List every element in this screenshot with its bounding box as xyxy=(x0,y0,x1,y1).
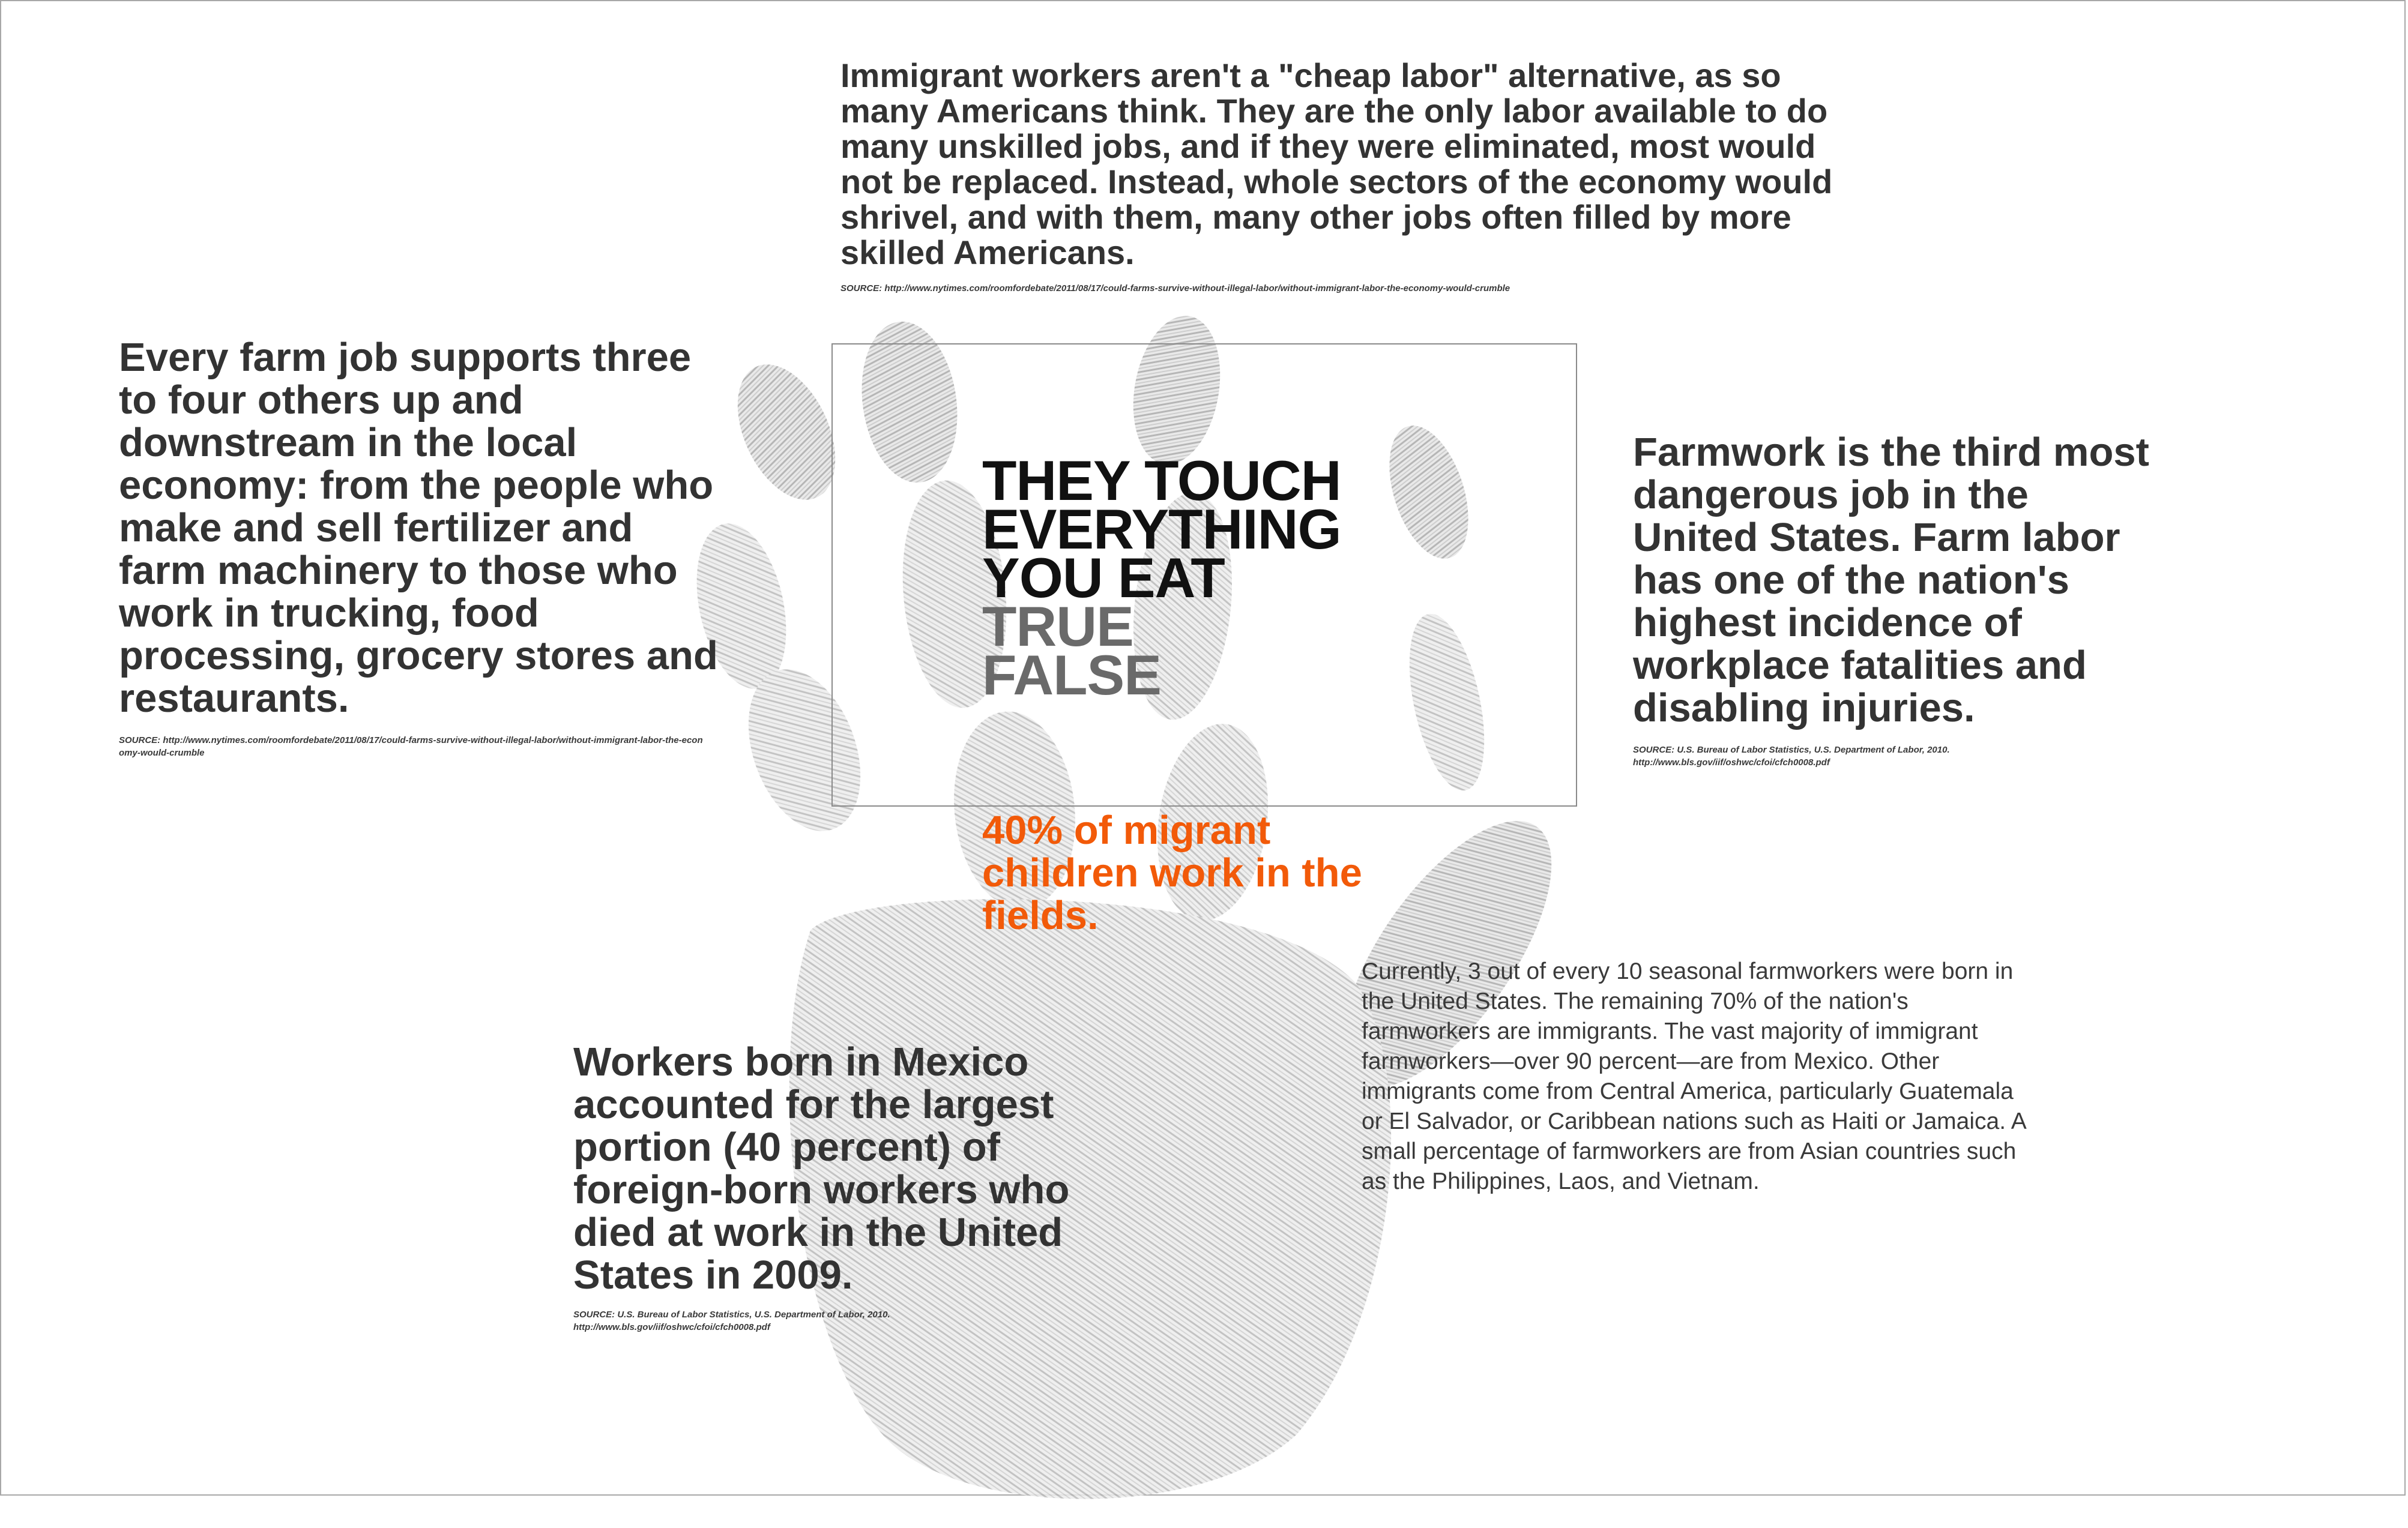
mexico-source-line-1: SOURCE: U.S. Bureau of Labor Statistics, U.S. Department of Labor, 2010. xyxy=(573,1310,890,1320)
farm-job-block xyxy=(119,336,719,759)
headline-false-option: FALSE xyxy=(982,643,1161,706)
mexico-workers-block xyxy=(573,1041,1114,1334)
top-quote-text: Immigrant workers aren't a "cheap labor" alternative, as so many Americans think. They are the only labor available to do many unskilled jobs, and if they were eliminated, most would not be replaced. Instead, whole sectors of the economy would shrivel, and with them, many other jobs often filled by more skilled Americans. xyxy=(840,56,1833,271)
farm-job-source: SOURCE: http://www.nytimes.com/roomfordebate/2011/08/17/could-farms-survive-without-illegal-labor/without-immigrant-labor-the-economy-would-crumble xyxy=(119,735,703,758)
farmwork-danger-text: Farmwork is the third most dangerous job in the United States. Farm labor has one of the nation's highest incidence of workplace fatalities and disabling injuries. xyxy=(1633,430,2149,730)
headline-line-2: EVERYTHING xyxy=(982,498,1341,561)
top-quote-block xyxy=(840,58,1873,295)
headline xyxy=(982,449,1341,706)
farm-job-text: Every farm job supports three to four others up and downstream in the local economy: from the people who make and sell fertilizer and farm machinery to those who work in trucking, food processing, grocery stores and restaurants. xyxy=(119,335,718,721)
mexico-workers-source xyxy=(573,1308,1114,1334)
headline-line-3: YOU EAT xyxy=(982,546,1225,609)
mexico-workers-text: Workers born in Mexico accounted for the largest portion (40 percent) of foreign-born workers who died at work in the United States in 2009. xyxy=(573,1039,1070,1298)
headline-true-option: TRUE xyxy=(982,595,1133,658)
top-quote-source: SOURCE: http://www.nytimes.com/roomfordebate/2011/08/17/could-farms-survive-without-illegal-labor/without-immigrant-labor-the-economy-would-crumble xyxy=(840,283,1510,293)
farmwork-danger-source xyxy=(1633,744,2161,769)
headline-line-1: THEY TOUCH xyxy=(982,449,1341,512)
mexico-source-line-2: http://www.bls.gov/iif/oshwc/cfoi/cfch0008.pdf xyxy=(573,1322,770,1332)
currently-paragraph: Currently, 3 out of every 10 seasonal farmworkers were born in the United States. The remaining 70% of the nation's farmworkers are immigrants. The vast majority of immigrant farmworkers—over 90 percent—are from Mexico. Other immigrants come from Central America, particularly Guatemala or El Salvador, or Caribbean nations such as Haiti or Jamaica. A small percentage of farmworkers are from Asian countries such as the Philippines, Laos, and Vietnam. xyxy=(1362,958,2026,1194)
farmwork-danger-block xyxy=(1633,431,2161,769)
migrant-children-stat: 40% of migrant children work in the fields. xyxy=(982,808,1362,938)
farmwork-source-line-1: SOURCE: U.S. Bureau of Labor Statistics, U.S. Department of Labor, 2010. xyxy=(1633,745,1950,755)
farmwork-source-line-2: http://www.bls.gov/iif/oshwc/cfoi/cfch0008.pdf xyxy=(1633,757,1830,768)
